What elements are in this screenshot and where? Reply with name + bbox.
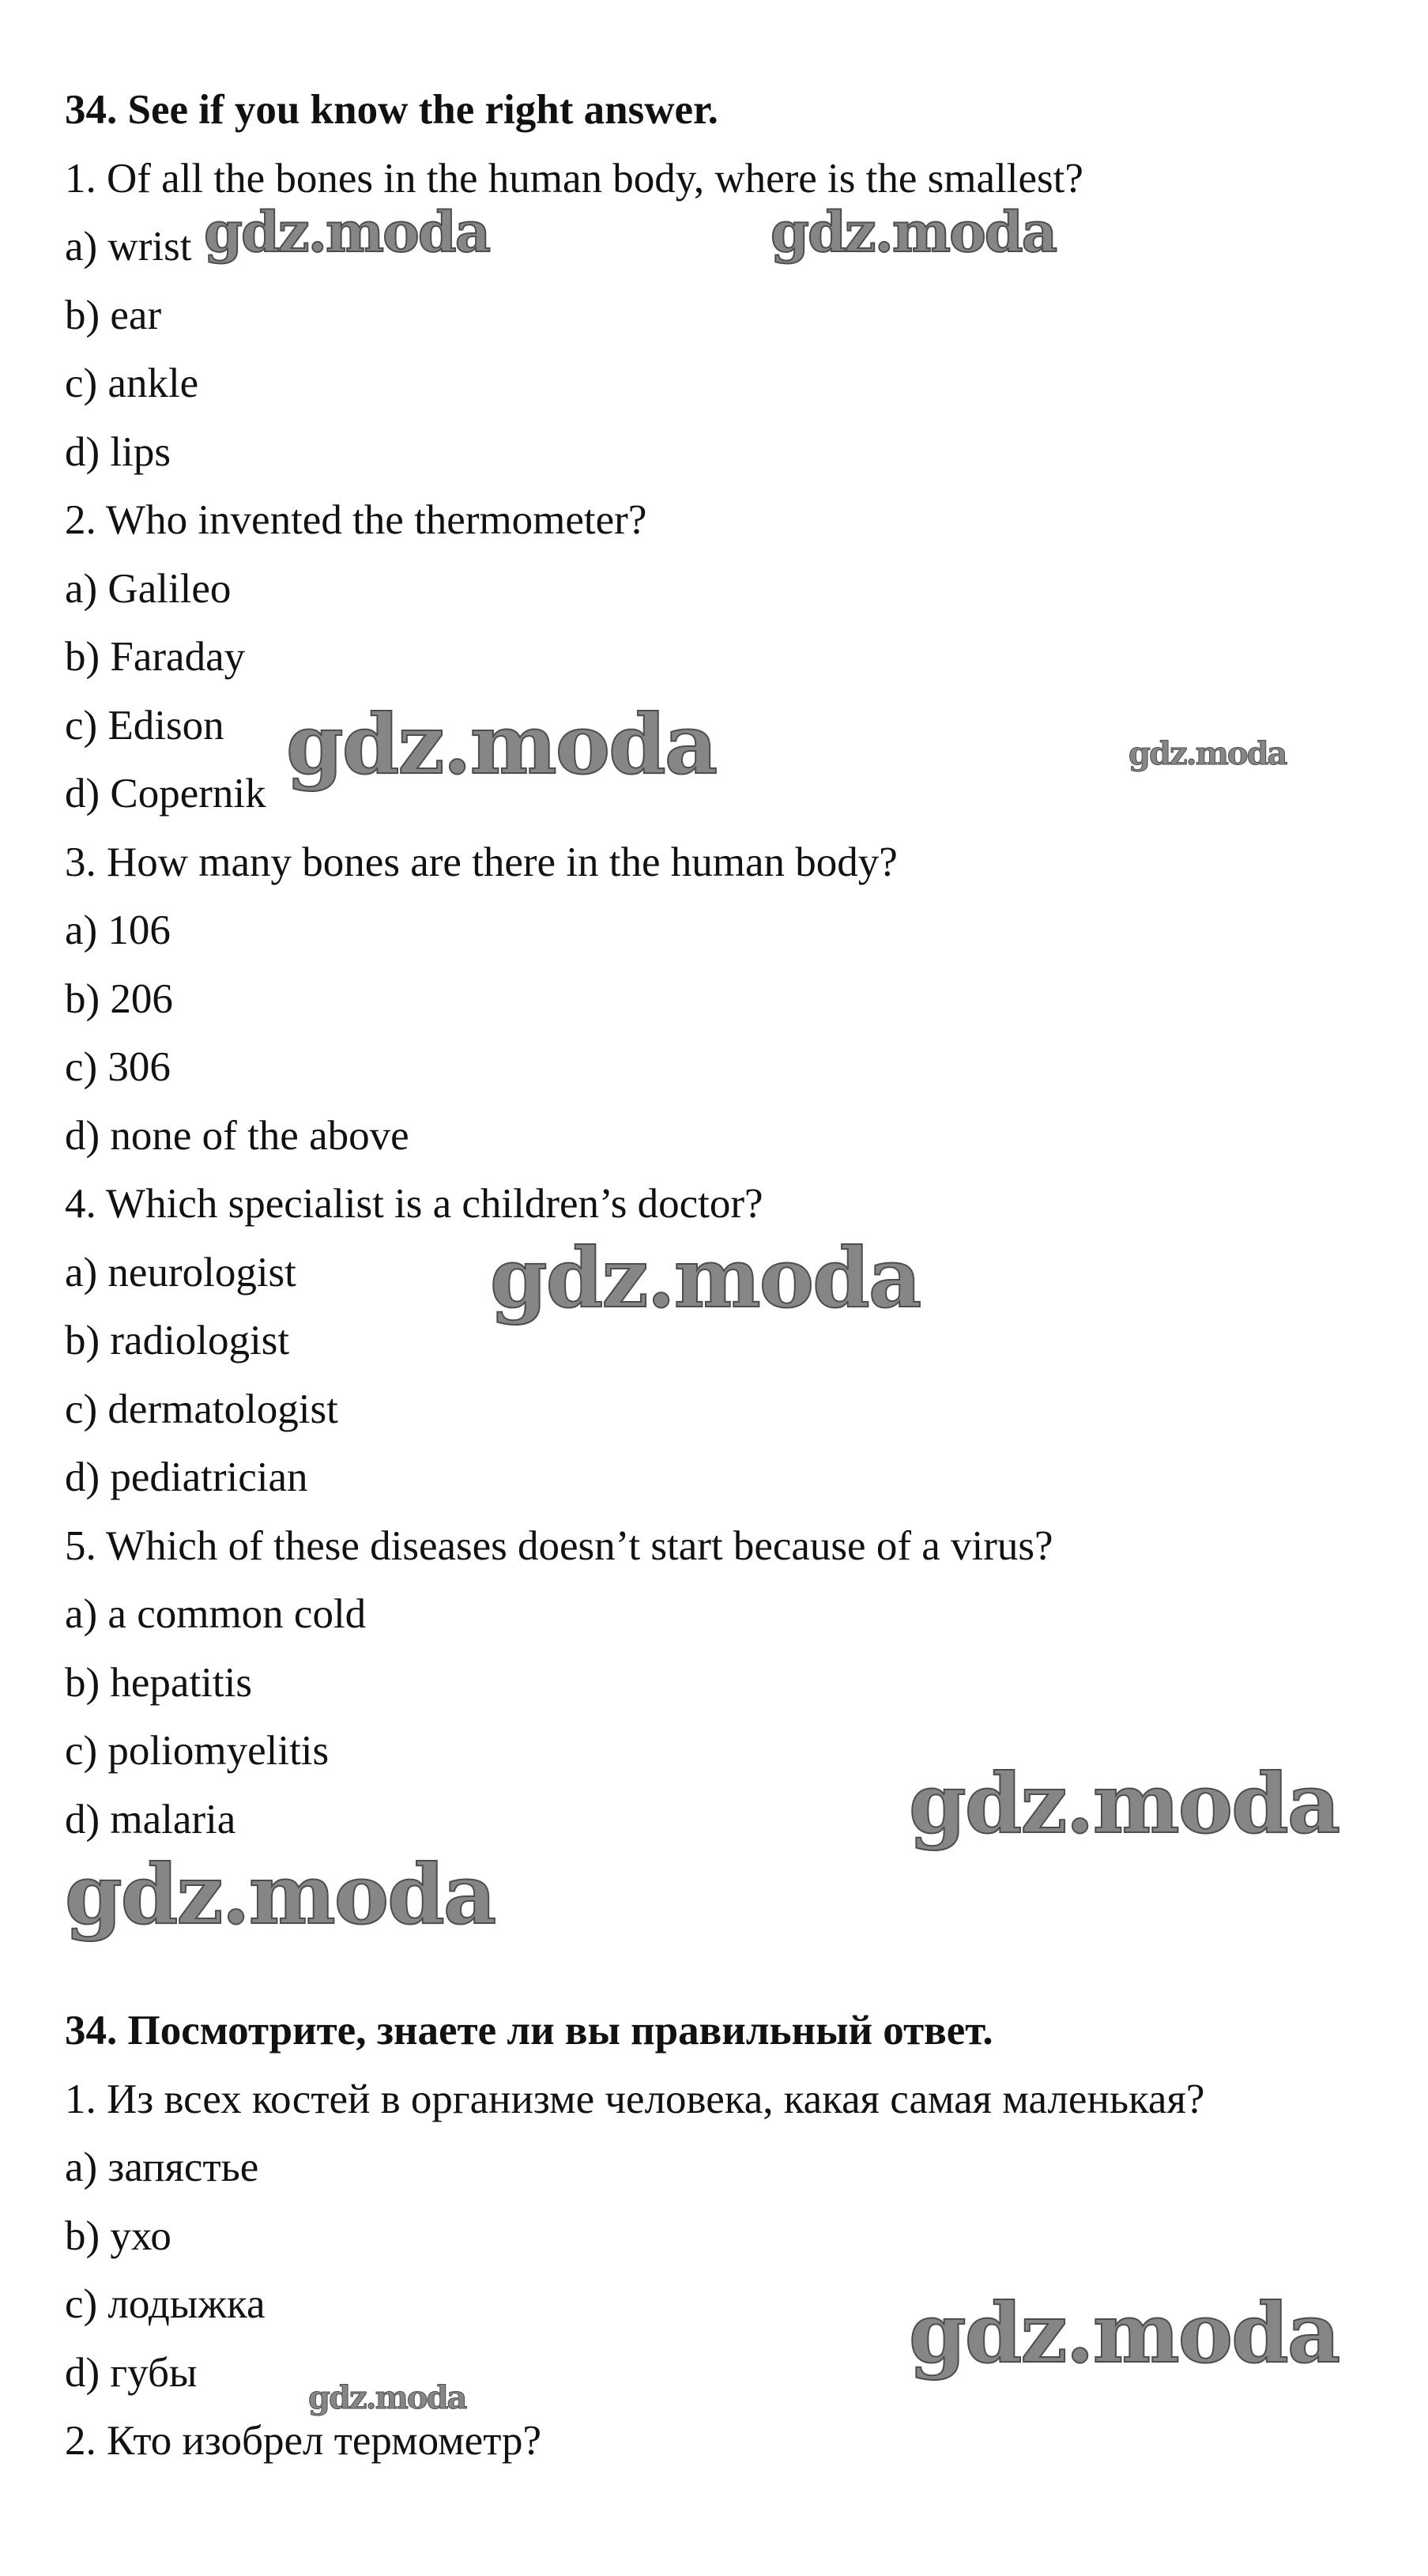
- answer-option: a) запястье: [65, 2144, 259, 2190]
- answer-option: b) Faraday: [65, 634, 246, 680]
- answer-option: b) radiologist: [65, 1318, 290, 1363]
- answer-option: b) ухо: [65, 2212, 171, 2259]
- watermark: gdz.moda: [65, 1846, 495, 1943]
- answer-option: c) Edison: [65, 702, 224, 749]
- answer-option: a) Galileo: [65, 565, 232, 612]
- answer-option: c) 306: [65, 1044, 171, 1090]
- question-2-ru: 2. Кто изобрел термометр?: [65, 2418, 542, 2464]
- watermark: gdz.moda: [909, 1755, 1339, 1852]
- answer-option: d) lips: [65, 428, 171, 475]
- answer-option: b) 206: [65, 975, 173, 1022]
- question-3-en: 3. How many bones are there in the human body?: [65, 839, 898, 885]
- answer-option: c) poliomyelitis: [65, 1728, 330, 1774]
- question-2-en: 2. Who invented the thermometer?: [65, 497, 647, 543]
- answer-option: b) ear: [65, 292, 162, 338]
- answer-option: d) malaria: [65, 1796, 236, 1842]
- exercise-en-heading: 34. See if you know the right answer.: [65, 87, 718, 133]
- watermark: gdz.moda: [1128, 735, 1287, 772]
- watermark: gdz.moda: [490, 1229, 921, 1326]
- answer-option: c) лодыжка: [65, 2281, 266, 2327]
- answer-option: c) dermatologist: [65, 1386, 338, 1432]
- watermark: gdz.moda: [286, 696, 717, 793]
- answer-option: a) wrist: [65, 224, 192, 270]
- answer-option: a) neurologist: [65, 1249, 296, 1296]
- answer-option: c) ankle: [65, 360, 199, 406]
- watermark: gdz.moda: [204, 199, 490, 265]
- question-4-en: 4. Which specialist is a children’s doctor?: [65, 1181, 763, 1227]
- question-5-en: 5. Which of these diseases doesn’t start because of a virus?: [65, 1522, 1053, 1569]
- answer-option: a) 106: [65, 907, 171, 953]
- answer-option: d) губы: [65, 2349, 198, 2396]
- answer-option: d) none of the above: [65, 1112, 409, 1159]
- question-1-en: 1. Of all the bones in the human body, where is the smallest?: [65, 155, 1083, 202]
- exercise-ru-heading: 34. Посмотрите, знаете ли вы правильный ответ.: [65, 2008, 993, 2054]
- exercise-en: [65, 76, 1392, 1854]
- exercise-ru: [65, 1997, 1392, 2476]
- answer-option: b) hepatitis: [65, 1659, 252, 1706]
- watermark: gdz.moda: [909, 2284, 1339, 2382]
- watermark: gdz.moda: [308, 2379, 466, 2416]
- answer-option: a) a common cold: [65, 1591, 367, 1637]
- question-1-ru: 1. Из всех костей в организме человека, какая самая маленькая?: [65, 2076, 1205, 2122]
- answer-option: d) Copernik: [65, 771, 266, 817]
- watermark: gdz.moda: [771, 199, 1057, 265]
- answer-option: d) pediatrician: [65, 1454, 308, 1500]
